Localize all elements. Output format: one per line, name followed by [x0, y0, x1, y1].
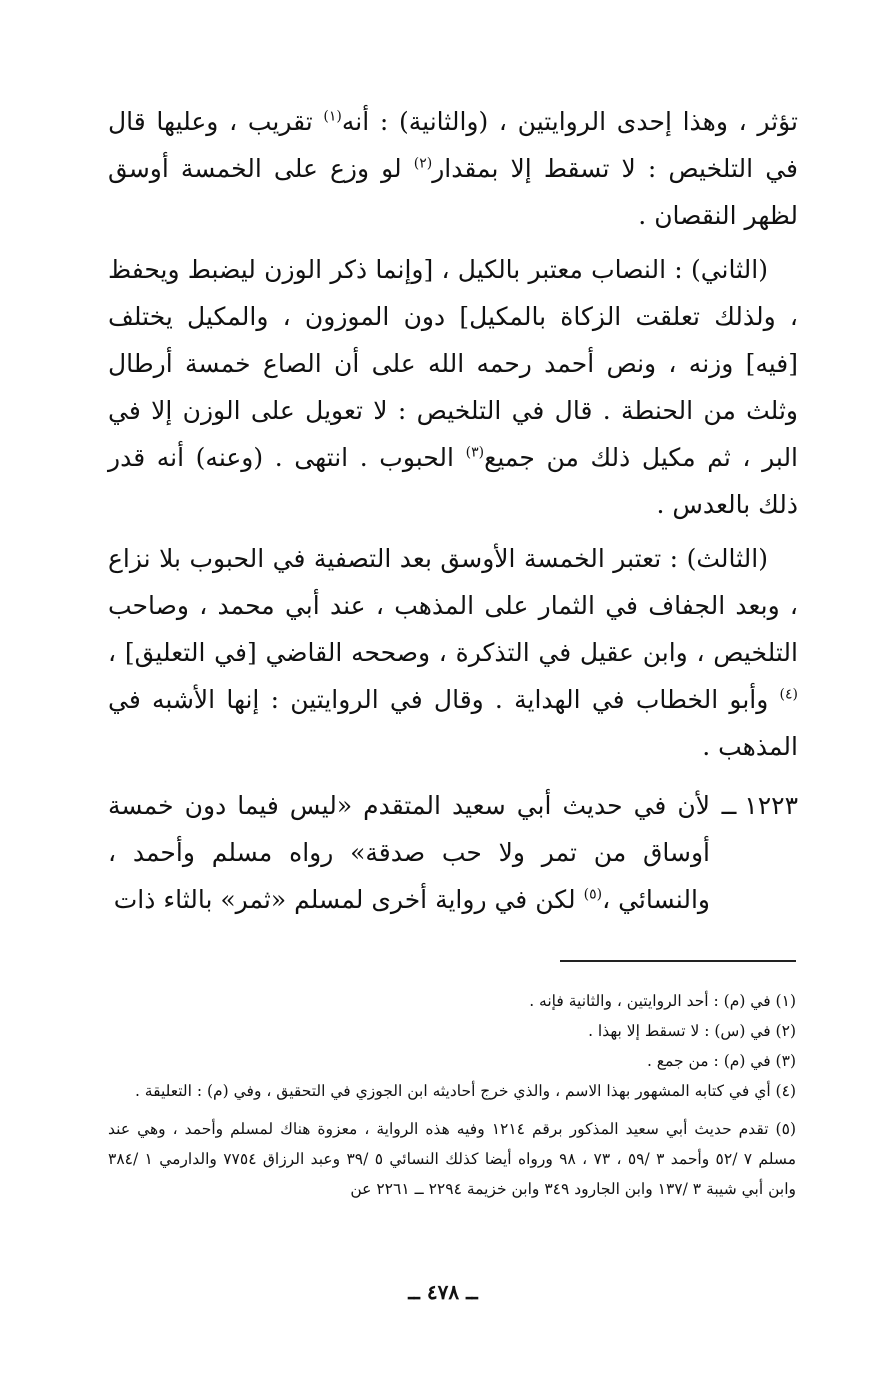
- paragraph-1: تؤثر ، وهذا إحدى الروايتين ، (والثانية) : أنه$^{(١)}$ تقريب ، وعليها قال في التلخيص : لا تسقط إلا بمقدار$^{(٢)}$ لو وزع على الخمسة أوسق لظهر النقصان .: [108, 107, 798, 230]
- footnote-3: (٣) في (م) : من جمع .: [646, 1052, 796, 1070]
- paragraph-2: (الثاني) : النصاب معتبر بالكيل ، [وإنما ذكر الوزن ليضبط ويحفظ ، ولذلك تعلقت الزكاة بالمكيل] دون الموزون ، والمكيل يختلف [فيه] وزنه ، ونص أحمد رحمه الله على أن الصاع خمسة أرطال وثلث من الحنطة . قال في التلخيص : لا تعويل على الوزن إلا في البر ، ثم مكيل ذلك من جميع$^{(٣)}$ الحبوب . انتهى . (وعنه) أنه قدر ذلك بالعدس .: [108, 255, 799, 519]
- paragraph-3: (الثالث) : تعتبر الخمسة الأوسق بعد التصفية في الحبوب بلا نزاع ، وبعد الجفاف في الثمار على المذهب ، عند أبي محمد ، وصاحب التلخيص ، وابن عقيل في التذكرة ، وصححه القاضي [في التعليق] ،$^{(٤)}$ وأبو الخطاب في الهداية . وقال في الروايتين : إنها الأشبه في المذهب .: [108, 544, 798, 761]
- main-text: [108, 98, 798, 930]
- footnote-ref-3[interactable]: (٣): [465, 444, 485, 461]
- footnote-1: (١) في (م) : أحد الروايتين ، والثانية فإنه .: [529, 992, 796, 1010]
- footnote-separator: [560, 960, 796, 962]
- footnote-5: (٥) تقدم حديث أبي سعيد المذكور برقم ١٢١٤ وفيه هذه الرواية ، معزوة هناك لمسلم وأحمد ، وهي عند مسلم ٧ /٥٢ وأحمد ٣ /٥٩ ، ٧٣ ، ٩٨ ورواه أيضا كذلك النسائي ٥ /٣٩ وعبد الرزاق ٧٧٥٤ والدارمي ١ /٣٨٤ وابن أبي شيبة ٣ /١٣٧ وابن الجارود ٣٤٩ وابن خزيمة ٢٢٩٤ ــ ٢٢٦١ عن: [108, 1120, 797, 1198]
- footnote-ref-5[interactable]: (٥): [583, 886, 603, 903]
- page-number: ــ ٤٧٨ ــ: [408, 1280, 478, 1304]
- footnote-4: (٤) أي في كتابه المشهور بهذا الاسم ، والذي خرج أحاديثه ابن الجوزي في التحقيق ، وفي (م) : التعليقة .: [134, 1082, 796, 1100]
- footnote-2: (٢) في (س) : لا تسقط إلا بهذا .: [588, 1022, 796, 1040]
- footnote-ref-4[interactable]: (٤): [779, 686, 798, 703]
- footnote-ref-2[interactable]: (٢): [413, 155, 433, 172]
- entry-number: ١٢٢٣ ــ: [721, 791, 798, 820]
- hadith-entry: ١٢٢٣ ــ لأن في حديث أبي سعيد المتقدم «ليس فيما دون خمسة أوساق من تمر ولا حب صدقة» رواه مسلم وأحمد ، والنسائي ،$^{(٥)}$ لكن في رواية أخرى لمسلم «ثمر» بالثاء ذات: [108, 782, 798, 923]
- footnotes: [108, 986, 796, 1204]
- footnote-ref-1[interactable]: (١): [323, 108, 342, 125]
